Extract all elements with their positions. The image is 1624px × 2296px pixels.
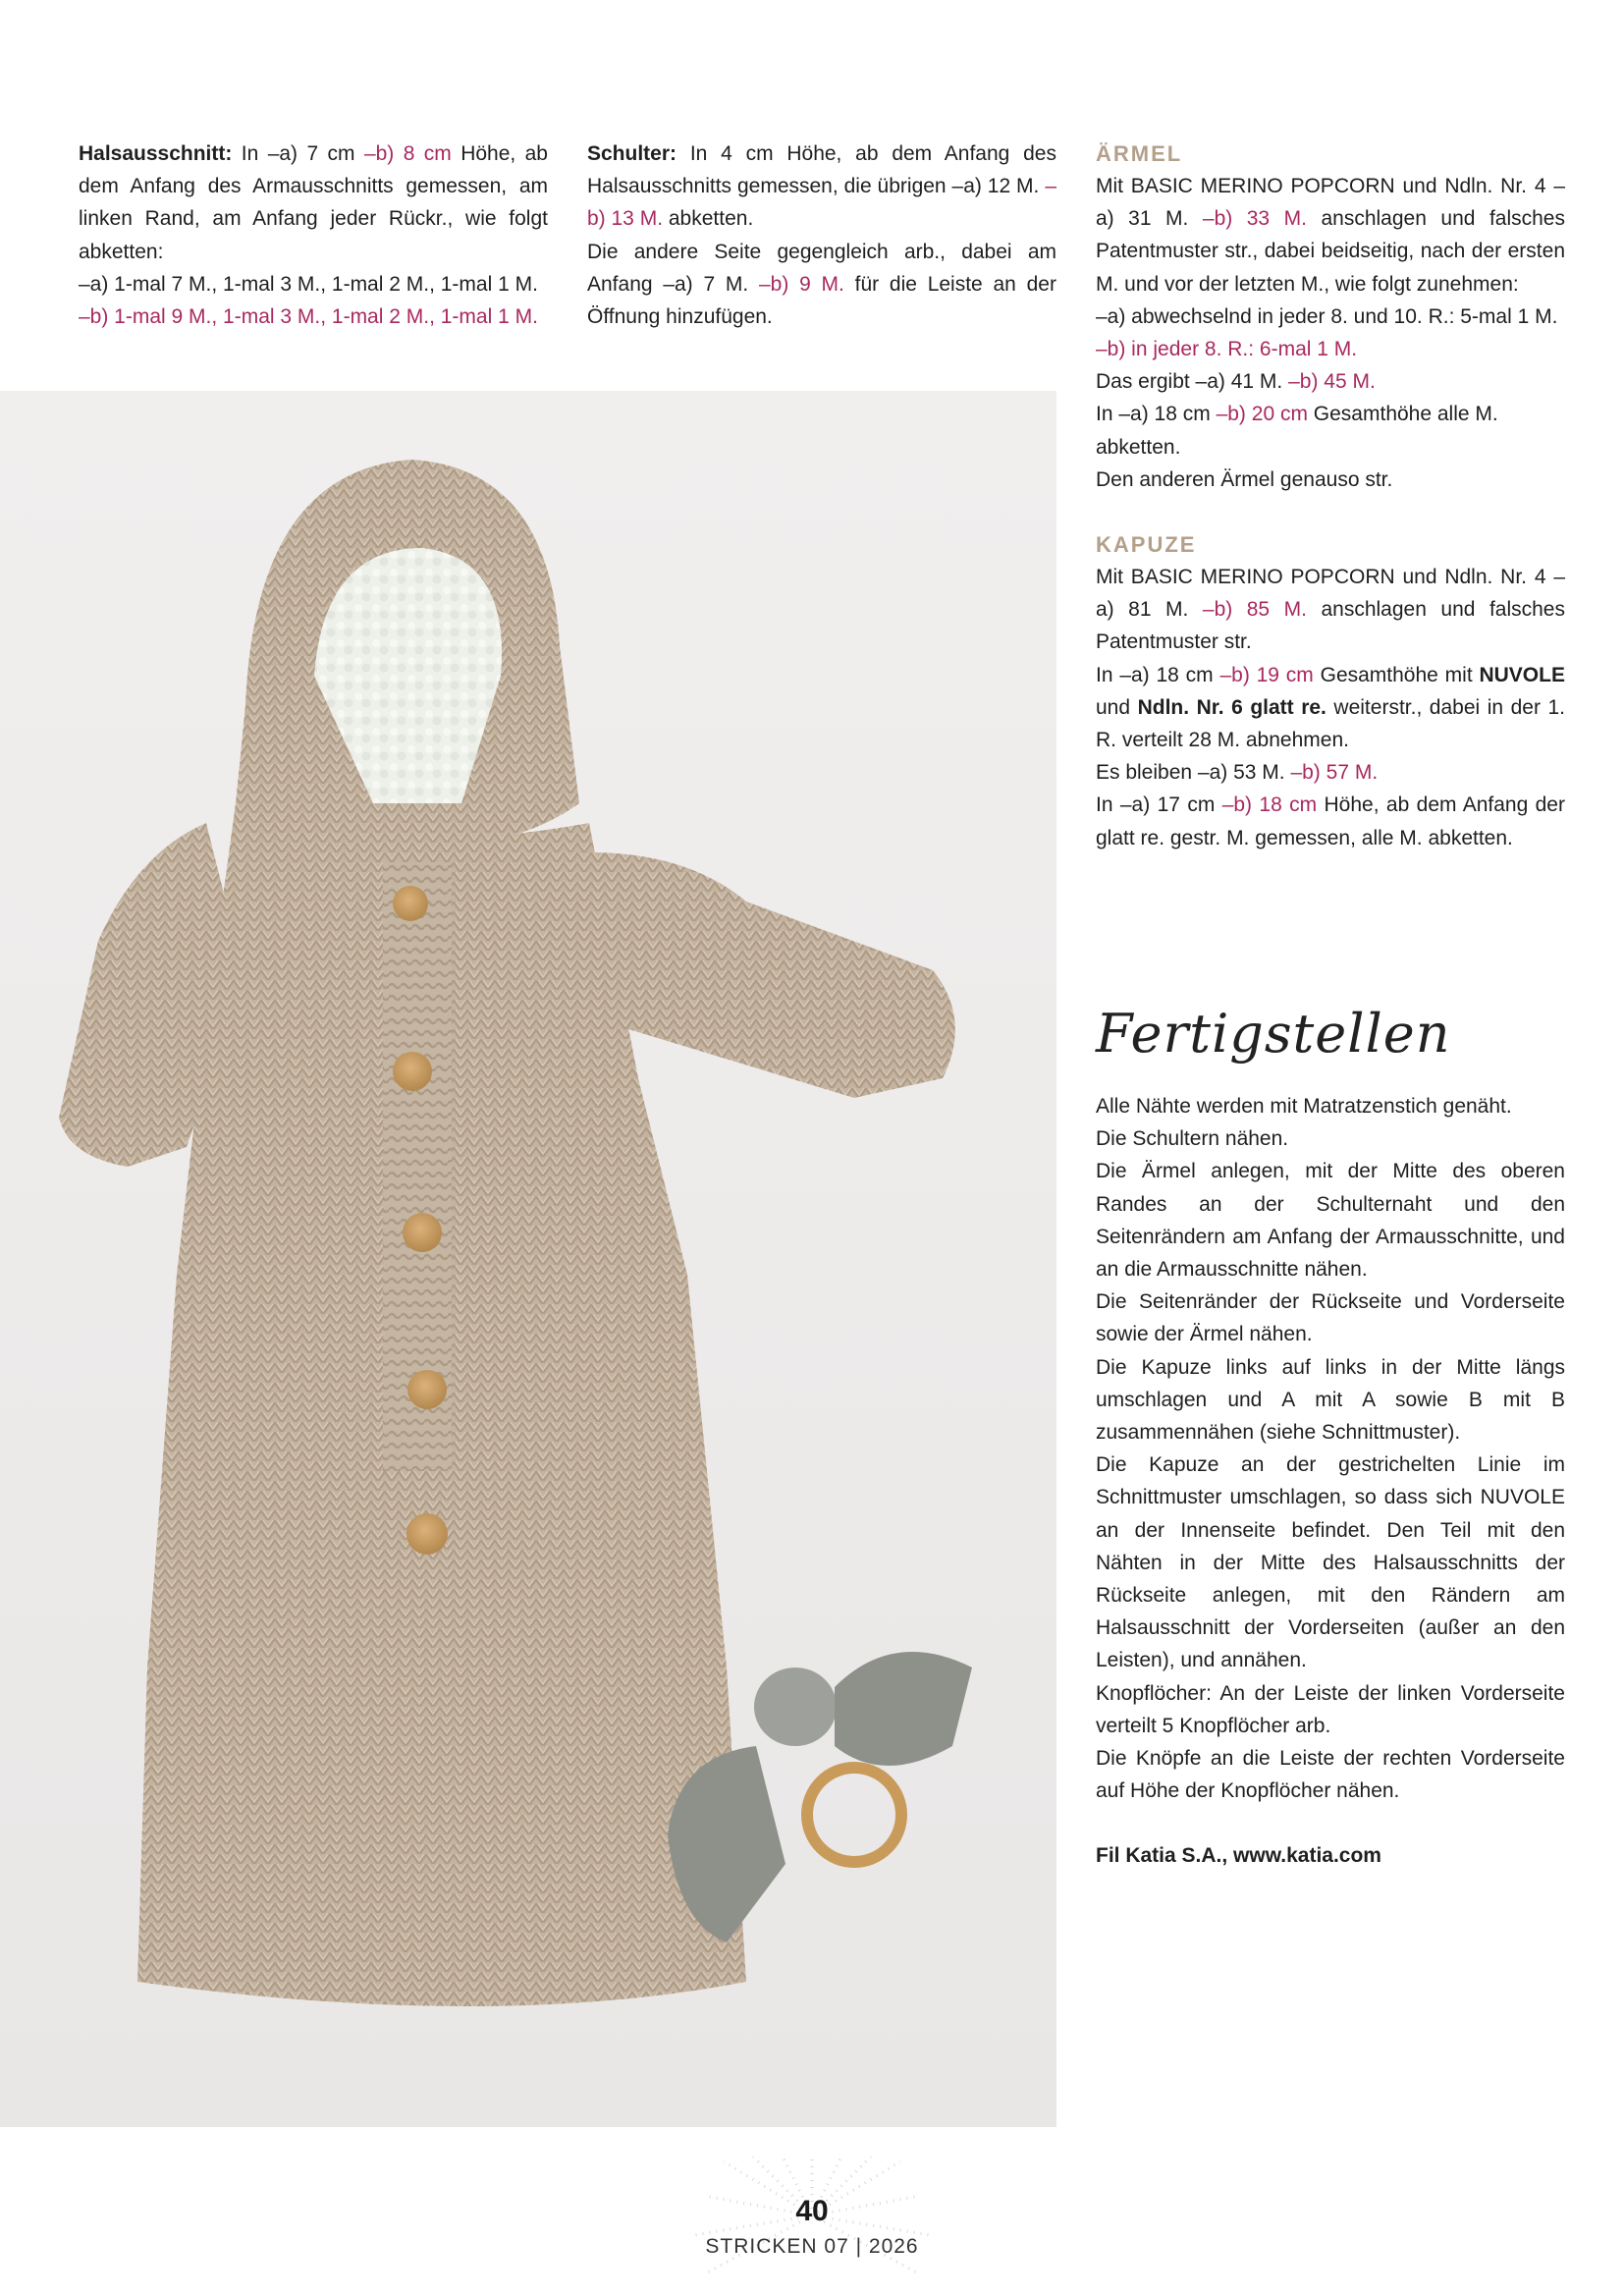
text: Mit BASIC MERINO POPCORN und Ndln. Nr. 4 –a) 31 M.	[1096, 175, 1565, 231]
kapuze-paragraph-4	[1096, 789, 1565, 853]
text: In –a) 18 cm	[1096, 403, 1211, 426]
text: In –a) 17 cm	[1096, 793, 1216, 817]
column-aermel-kapuze	[1096, 137, 1565, 854]
column-fertigstellen	[1096, 1090, 1565, 1873]
size-b-value: –b) 57 M.	[1290, 761, 1379, 785]
halsausschnitt-paragraph	[79, 137, 548, 268]
fertig-paragraph: Die Seitenränder der Rückseite und Vorderseite sowie der Ärmel nähen.	[1096, 1290, 1565, 1346]
page-footer	[665, 2157, 959, 2284]
needle-spec: Ndln. Nr. 6 glatt re.	[1137, 695, 1326, 719]
size-b-value: –b) 9 M.	[758, 272, 844, 296]
andere-seite-paragraph	[587, 236, 1056, 334]
fertig-paragraph: Alle Nähte werden mit Matratzenstich genäht.	[1096, 1095, 1512, 1118]
text: In –a) 18 cm	[1096, 663, 1214, 686]
aermel-heading: ÄRMEL	[1096, 141, 1183, 166]
product-photo	[0, 391, 1056, 2127]
text: Es bleiben –a) 53 M.	[1096, 761, 1285, 785]
text: anschlagen und falsches Patentmuster str., dabei beidseitig, nach der ersten M. und vor der letzten M., wie folgt zunehmen:	[1096, 207, 1565, 296]
aermel-paragraph	[1096, 170, 1565, 301]
aermel-other: Den anderen Ärmel genauso str.	[1096, 467, 1393, 491]
size-b-value: –b) 13 M.	[587, 175, 1056, 231]
text: weiterstr., dabei in der 1. R. verteilt 28 M. abnehmen.	[1096, 695, 1565, 752]
text: In 4 cm Höhe, ab dem Anfang des Halsausschnitts gemessen, die übrigen –a) 12 M.	[587, 142, 1056, 198]
text: anschlagen und falsches Patentmuster str.	[1096, 598, 1565, 654]
fertig-paragraph: Die Schultern nähen.	[1096, 1127, 1289, 1151]
schulter-label: Schulter:	[587, 142, 677, 165]
size-b-line: –b) 1-mal 9 M., 1-mal 3 M., 1-mal 2 M., 1-mal 1 M.	[79, 305, 538, 329]
aermel-size-a: –a) abwechselnd in jeder 8. und 10. R.: 5-mal 1 M.	[1096, 304, 1558, 328]
column-halsausschnitt	[79, 137, 548, 333]
fertig-paragraph: Knopflöcher: An der Leiste der linken Vorderseite verteilt 5 Knopflöcher arb.	[1096, 1681, 1565, 1737]
aermel-ergibt	[1096, 365, 1565, 398]
size-b-value: –b) 8 cm	[363, 142, 452, 165]
halsausschnitt-label: Halsausschnitt:	[79, 142, 233, 165]
text: und	[1096, 695, 1131, 719]
size-b-value: –b) 45 M.	[1288, 370, 1376, 394]
kapuze-paragraph-1	[1096, 561, 1565, 659]
size-b-value: –b) 85 M.	[1202, 598, 1307, 622]
size-b-value: –b) 18 cm	[1221, 793, 1318, 817]
kapuze-paragraph-2	[1096, 659, 1565, 757]
size-b-value: –b) 19 cm	[1219, 663, 1314, 686]
text: Die andere Seite gegengleich arb., dabei am Anfang –a) 7 M.	[587, 240, 1056, 296]
text: Höhe, ab dem Anfang des Armausschnitts gemessen, am linken Rand, am Anfang jeder Rückr., wie folgt abketten:	[79, 142, 548, 263]
text: In –a) 7 cm	[241, 142, 355, 165]
text: Gesamthöhe alle M. abketten.	[1096, 403, 1498, 459]
credit-line: Fil Katia S.A., www.katia.com	[1096, 1844, 1381, 1868]
text: für die Leiste an der Öffnung hinzufügen.	[587, 272, 1056, 329]
fertig-paragraph: Die Kapuze an der gestrichelten Linie im Schnittmuster umschlagen, so dass sich NUVOLE an der Innenseite befindet. Den Teil mit den Nähten in der Mitte des Halsausschnitts der Rückseite anlegen, mit den Rändern am Halsausschnitt der Vorderseiten (außer an den Leisten), und annähen.	[1096, 1453, 1565, 1672]
aermel-height	[1096, 398, 1565, 463]
fertig-paragraph: Die Kapuze links auf links in der Mitte längs umschlagen und A mit A sowie B mit B zusammennähen (siehe Schnittmuster).	[1096, 1355, 1565, 1445]
yarn-name: NUVOLE	[1479, 663, 1565, 686]
fertig-paragraph: Die Knöpfe an die Leiste der rechten Vorderseite auf Höhe der Knopflöcher nähen.	[1096, 1747, 1565, 1803]
page-number: 40	[795, 2195, 829, 2227]
text: Mit BASIC MERINO POPCORN und Ndln. Nr. 4 –a) 81 M.	[1096, 566, 1565, 622]
column-schulter	[587, 137, 1056, 333]
kapuze-paragraph-3	[1096, 756, 1565, 789]
kapuze-heading: KAPUZE	[1096, 532, 1197, 558]
fertigstellen-heading: Fertigstellen	[1096, 1003, 1451, 1065]
text: Gesamthöhe mit	[1320, 663, 1473, 686]
text: Das ergibt –a) 41 M.	[1096, 370, 1283, 394]
schulter-paragraph	[587, 137, 1056, 236]
text: abketten.	[668, 207, 754, 231]
magazine-issue: STRICKEN 07 | 2026	[705, 2235, 919, 2258]
size-a-line: –a) 1-mal 7 M., 1-mal 3 M., 1-mal 2 M., 1-mal 1 M.	[79, 272, 538, 296]
aermel-size-b: –b) in jeder 8. R.: 6-mal 1 M.	[1096, 338, 1358, 361]
size-b-value: –b) 33 M.	[1202, 207, 1307, 231]
text: Höhe, ab dem Anfang der glatt re. gestr. M. gemessen, alle M. abketten.	[1096, 793, 1565, 849]
fertig-paragraph: Die Ärmel anlegen, mit der Mitte des oberen Randes an der Schulternaht und den Seitenrändern am Anfang der Armausschnitte, und an die Armausschnitte nähen.	[1096, 1160, 1565, 1282]
size-b-value: –b) 20 cm	[1216, 403, 1308, 426]
